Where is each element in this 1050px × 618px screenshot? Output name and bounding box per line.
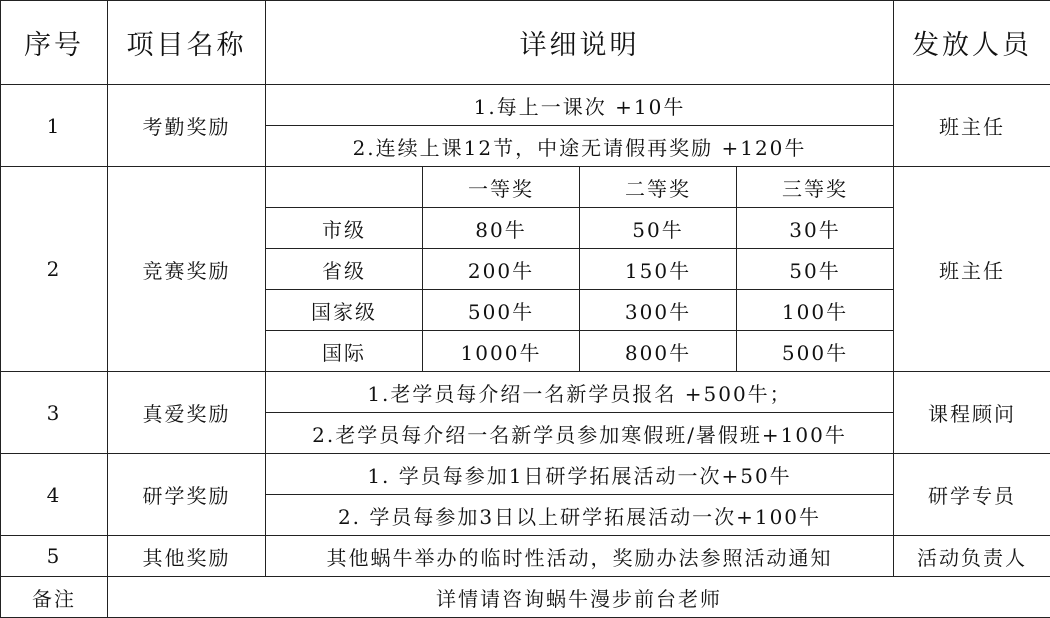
row-detail: 1.每上一课次 +10牛 xyxy=(266,85,894,126)
row-item: 研学奖励 xyxy=(108,454,266,536)
row-index: 2 xyxy=(1,167,108,372)
header-detail: 详细说明 xyxy=(266,1,894,85)
row-issuer: 活动负责人 xyxy=(894,536,1050,577)
level-value: 200牛 xyxy=(423,249,580,290)
header-row xyxy=(1,1,1050,85)
level-header: 一等奖 xyxy=(423,167,580,208)
header-issuer: 发放人员 xyxy=(894,1,1050,85)
table-row xyxy=(1,372,1050,413)
row-index: 3 xyxy=(1,372,108,454)
level-value: 300牛 xyxy=(580,290,737,331)
row-item: 竞赛奖励 xyxy=(108,167,266,372)
level-value: 50牛 xyxy=(580,208,737,249)
level-value: 150牛 xyxy=(580,249,737,290)
table-row xyxy=(1,536,1050,577)
level-header: 三等奖 xyxy=(737,167,894,208)
level-corner-cell xyxy=(266,167,423,208)
level-value: 30牛 xyxy=(737,208,894,249)
level-name: 省级 xyxy=(266,249,423,290)
level-value: 80牛 xyxy=(423,208,580,249)
table-row xyxy=(1,454,1050,495)
row-detail: 2.老学员每介绍一名新学员参加寒假班/暑假班+100牛 xyxy=(266,413,894,454)
table-row xyxy=(1,167,1050,208)
level-value: 50牛 xyxy=(737,249,894,290)
header-index: 序号 xyxy=(1,1,108,85)
row-detail: 1.老学员每介绍一名新学员报名 +500牛； xyxy=(266,372,894,413)
note-label: 备注 xyxy=(1,577,108,618)
level-value: 1000牛 xyxy=(423,331,580,372)
row-detail: 2. 学员每参加3日以上研学拓展活动一次+100牛 xyxy=(266,495,894,536)
row-detail: 其他蜗牛举办的临时性活动，奖励办法参照活动通知 xyxy=(266,536,894,577)
row-item: 真爱奖励 xyxy=(108,372,266,454)
level-name: 国家级 xyxy=(266,290,423,331)
level-value: 100牛 xyxy=(737,290,894,331)
row-detail: 1. 学员每参加1日研学拓展活动一次+50牛 xyxy=(266,454,894,495)
note-row xyxy=(1,577,1050,618)
row-issuer: 班主任 xyxy=(894,167,1050,372)
row-index: 5 xyxy=(1,536,108,577)
row-issuer: 研学专员 xyxy=(894,454,1050,536)
row-detail: 2.连续上课12节，中途无请假再奖励 +120牛 xyxy=(266,126,894,167)
level-value: 800牛 xyxy=(580,331,737,372)
level-name: 国际 xyxy=(266,331,423,372)
header-item: 项目名称 xyxy=(108,1,266,85)
row-index: 1 xyxy=(1,85,108,167)
note-text: 详情请咨询蜗牛漫步前台老师 xyxy=(108,577,1050,618)
level-name: 市级 xyxy=(266,208,423,249)
row-item: 其他奖励 xyxy=(108,536,266,577)
row-index: 4 xyxy=(1,454,108,536)
level-value: 500牛 xyxy=(423,290,580,331)
table-row xyxy=(1,85,1050,126)
row-item: 考勤奖励 xyxy=(108,85,266,167)
row-issuer: 课程顾问 xyxy=(894,372,1050,454)
level-header: 二等奖 xyxy=(580,167,737,208)
level-value: 500牛 xyxy=(737,331,894,372)
row-issuer: 班主任 xyxy=(894,85,1050,167)
